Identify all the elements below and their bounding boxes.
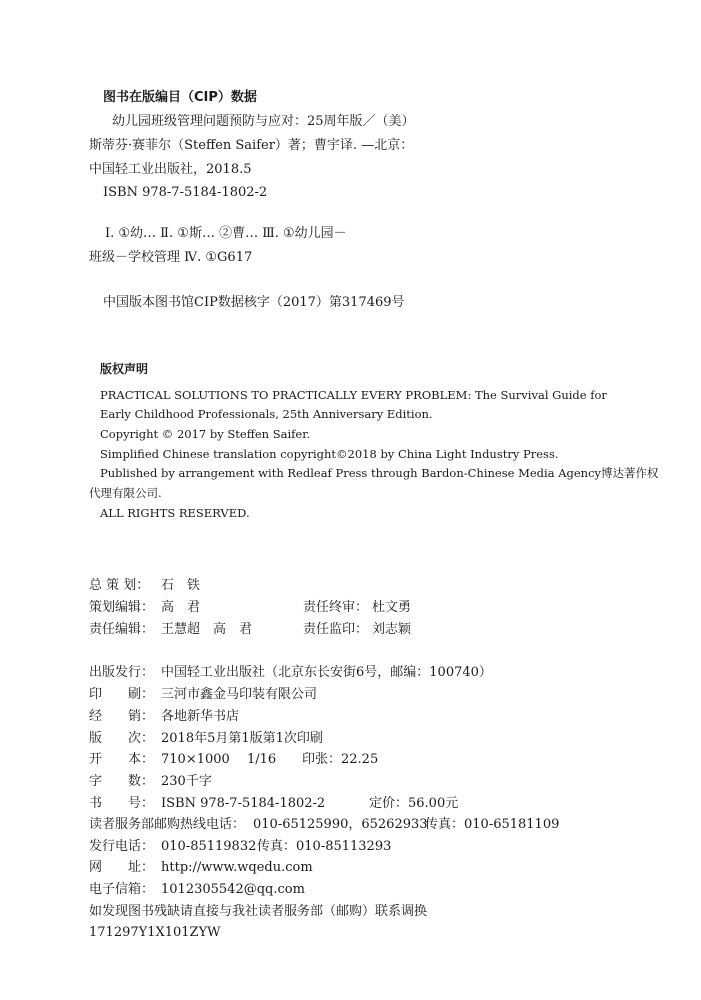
planning-editor-label: 策划编辑：: [89, 600, 155, 615]
imprint-email-row: [89, 883, 649, 899]
editor-value: 王慧超 高 君: [161, 622, 253, 637]
imprint-format-row: [89, 753, 649, 769]
planning-editor-value: 高 君: [161, 600, 201, 615]
email-label: 电子信箱：: [89, 882, 155, 897]
printer-label: 印 刷：: [89, 687, 155, 702]
cip-classification-1: Ⅰ. ①幼… Ⅱ. ①斯… ②曹… Ⅲ. ①幼儿园－: [105, 226, 347, 241]
copyright-line-5: Published by arrangement with Redleaf Press through Bardon-Chinese Media Agency博达著作权: [100, 466, 659, 480]
edition-label: 版 次：: [89, 731, 155, 746]
format-size-value: 710×1000: [161, 752, 230, 767]
final-reviewer-label: 责任终审：: [303, 600, 369, 615]
website-link[interactable]: http://www.wqedu.com: [161, 860, 313, 875]
sales-phone-value: 010-85119832: [161, 839, 257, 854]
imprint-sales-row: [89, 840, 649, 856]
cip-classification-2: 班级－学校管理 Ⅳ. ①G617: [89, 250, 253, 265]
imprint-words-row: [89, 775, 649, 791]
cip-line-3: 中国轻工业出版社，2018.5: [89, 162, 252, 177]
publisher-label: 出版发行：: [89, 665, 155, 680]
imprint-website-row: [89, 861, 649, 877]
copyright-line-4: Simplified Chinese translation copyright©2018 by China Light Industry Press.: [100, 447, 559, 461]
sales-phone-label: 发行电话：: [89, 839, 155, 854]
copyright-line-7: ALL RIGHTS RESERVED.: [100, 506, 250, 520]
copyright-line-6: 代理有限公司.: [89, 486, 162, 500]
imprint-isbn-row: [89, 797, 649, 813]
imprint-hotline-row: [89, 818, 649, 834]
staff-row-3: [89, 623, 649, 639]
cip-record-number: 中国版本图书馆CIP数据核字（2017）第317469号: [103, 295, 405, 310]
isbn-label: 书 号：: [89, 796, 155, 811]
editor-label: 责任编辑：: [89, 622, 155, 637]
general-planner-label: 总 策 划：: [89, 578, 150, 593]
imprint-edition-row: [89, 732, 649, 748]
cip-line-1: 幼儿园班级管理问题预防与应对：25周年版／（美）: [112, 114, 415, 129]
word-count-label: 字 数：: [89, 774, 155, 789]
copyright-heading: 版权声明: [100, 362, 149, 376]
isbn-value: ISBN 978-7-5184-1802-2: [161, 796, 326, 811]
printer-value: 三河市鑫金马印装有限公司: [161, 687, 318, 702]
general-planner-value: 石 铁: [161, 578, 201, 593]
printed-sheets-value: 印张：22.25: [302, 752, 379, 767]
format-label: 开 本：: [89, 752, 155, 767]
imprint-distributor-row: [89, 710, 649, 726]
fax-2-value: 传真：010-85113293: [257, 839, 392, 854]
supervisor-label: 责任监印：: [303, 622, 369, 637]
imprint-publisher-row: [89, 666, 649, 682]
cip-heading: 图书在版编目（CIP）数据: [103, 90, 257, 105]
email-link[interactable]: 1012305542@qq.com: [161, 882, 305, 897]
staff-row-1: [89, 579, 649, 595]
staff-row-2: [89, 601, 649, 617]
publisher-value: 中国轻工业出版社（北京东长安街6号，邮编：100740）: [161, 665, 492, 680]
reader-hotline-label: 读者服务部邮购热线电话：: [89, 817, 246, 832]
replacement-notice: 如发现图书残缺请直接与我社读者服务部（邮购）联系调换: [89, 904, 428, 919]
cip-line-2: 斯蒂芬·赛菲尔（Steffen Saifer）著；曹宇译. —北京：: [89, 138, 414, 153]
price-value: 定价：56.00元: [369, 796, 459, 811]
word-count-value: 230千字: [161, 774, 212, 789]
copyright-line-1: PRACTICAL SOLUTIONS TO PRACTICALLY EVERY PROBLEM: The Survival Guide for: [100, 388, 607, 402]
copyright-line-2: Early Childhood Professionals, 25th Anniversary Edition.: [100, 407, 433, 421]
print-code: 171297Y1X101ZYW: [89, 925, 221, 940]
supervisor-value: 刘志颖: [372, 622, 412, 637]
format-fold-value: 1/16: [247, 752, 277, 767]
website-label: 网 址：: [89, 860, 155, 875]
copyright-line-3: Copyright © 2017 by Steffen Saifer.: [100, 427, 311, 441]
reader-hotline-value: 010-65125990，65262933: [253, 817, 428, 832]
imprint-printer-row: [89, 688, 649, 704]
cip-isbn: ISBN 978-7-5184-1802-2: [103, 185, 268, 200]
distributor-value: 各地新华书店: [161, 709, 240, 724]
fax-1-value: 传真：010-65181109: [425, 817, 560, 832]
distributor-label: 经 销：: [89, 709, 155, 724]
final-reviewer-value: 杜文勇: [372, 600, 412, 615]
edition-value: 2018年5月第1版第1次印刷: [161, 731, 323, 746]
